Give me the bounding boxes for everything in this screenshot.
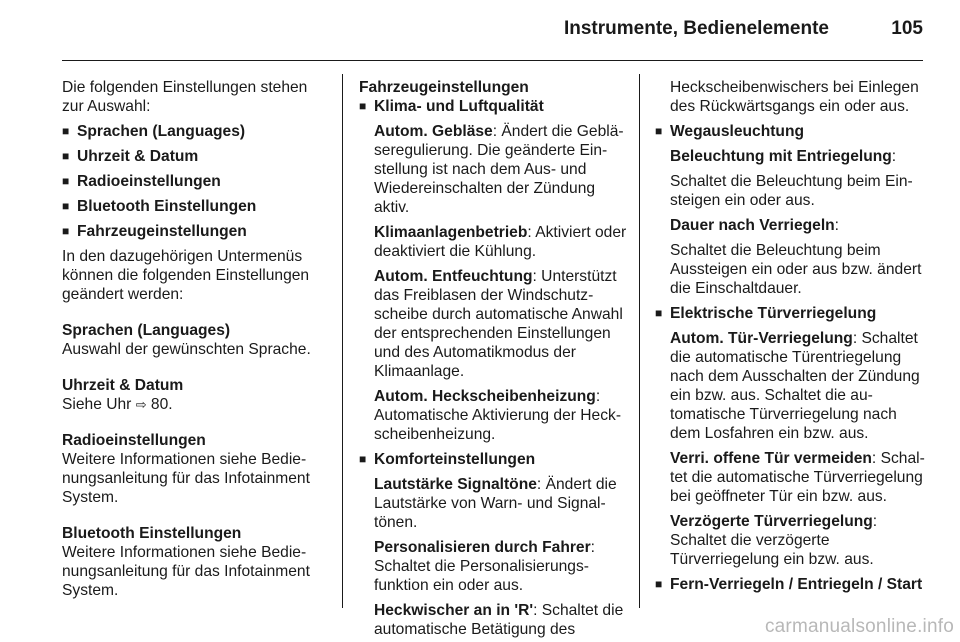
- desc-unlock-light: Schaltet die Beleuchtung beim Einsteigen ein oder aus.: [670, 173, 913, 209]
- column-2: [359, 78, 627, 639]
- bullet-languages: ■ Sprachen (Languages): [62, 122, 324, 141]
- page-header: [0, 18, 923, 50]
- term-unlock-light: Beleuchtung mit Entriegelung: [670, 148, 892, 165]
- page-number: 105: [891, 18, 923, 39]
- desc-personalize: : Schaltet die Personalisierungsfunktion ein oder aus.: [374, 539, 596, 594]
- section-title-vehicle-settings: Fahrzeugeinstellungen: [359, 79, 529, 96]
- desc-delayed-lock: : Schaltet die verzögerte Türverriegelung ein bzw. aus.: [670, 513, 878, 568]
- item-rear-wiper: [359, 601, 627, 639]
- colon: :: [834, 217, 840, 234]
- section-text-radio: Weitere Informationen siehe Bedienungsanleitung für das Infotainment System.: [62, 451, 310, 506]
- column-1: [62, 78, 324, 600]
- section-title-bluetooth: Bluetooth Einstellungen: [62, 525, 242, 542]
- bullet-path-lighting: ■ Wegausleuchtung: [655, 122, 925, 141]
- desc-auto-lock: : Schaltet die automatische Türentriegelung nach dem Ausschalten der Zündung ein bzw. aus. Schaltet die automatische Türverriegelung nach dem Losfahren ein bzw. aus.: [670, 330, 920, 442]
- bullet-radio: ■ Radioeinstellungen: [62, 172, 324, 191]
- bullet-comfort: ■ Komforteinstellungen: [359, 450, 627, 469]
- term-auto-lock: Autom. Tür-Verriegelung: [670, 330, 853, 347]
- section-title-languages: Sprachen (Languages): [62, 322, 231, 339]
- column-3: [655, 78, 925, 594]
- desc-rear-wiper-cont: Heckscheibenwischers bei Einlegen des Rückwärtsgangs ein oder aus.: [670, 79, 919, 115]
- submenu-text: In den dazugehörigen Untermenüs können die folgenden Einstellungen geändert werden:: [62, 248, 310, 303]
- desc-auto-fan: : Ändert die Gebläseregulierung. Die geänderte Einstellung ist nach dem Aus- und Wiedereinschalten der Zündung aktiv.: [374, 123, 624, 216]
- term-prevent-lock: Verri. offene Tür vermeiden: [670, 450, 872, 467]
- desc-duration: Schaltet die Beleuchtung beim Aussteigen ein oder aus bzw. ändert die Einschaltdauer.: [670, 242, 922, 297]
- item-auto-fan: [359, 122, 627, 217]
- desc-auto-defog: : Unterstützt das Freiblasen der Windschutzscheibe durch automatische Anwahl der entsprechenden Einstellungen und des Automatikmodus der Klimaanlage.: [374, 268, 623, 380]
- item-auto-lock: [655, 329, 925, 443]
- header-rule: [62, 60, 923, 61]
- item-prevent-lock: [655, 449, 925, 506]
- term-personalize: Personalisieren durch Fahrer: [374, 539, 591, 556]
- clock-page-ref: 80.: [146, 396, 173, 413]
- clock-text: Siehe Uhr: [62, 396, 136, 413]
- item-delayed-lock: [655, 512, 925, 569]
- section-title-radio: Radioeinstellungen: [62, 432, 206, 449]
- term-auto-fan: Autom. Gebläse: [374, 123, 493, 140]
- item-rear-heat: [359, 387, 627, 444]
- item-duration: [655, 216, 925, 235]
- section-text-bluetooth: Weitere Informationen siehe Bedienungsanleitung für das Infotainment System.: [62, 544, 310, 599]
- watermark: carmanualsonline.info: [764, 616, 954, 637]
- item-unlock-light: [655, 147, 925, 166]
- bullet-door-locks: ■ Elektrische Türverriegelung: [655, 304, 925, 323]
- bullet-climate: ■ Klima- und Luftqualität: [359, 97, 627, 116]
- term-rear-wiper: Heckwischer an in 'R': [374, 602, 534, 619]
- bullet-remote: ■ Fern-Verriegeln / Entriegeln / Start: [655, 575, 925, 594]
- section-text-languages: Auswahl der gewünschten Sprache.: [62, 341, 311, 358]
- section-text-clock: [62, 395, 324, 414]
- page-title: Instrumente, Bedienelemente: [563, 18, 829, 39]
- bullet-clock: ■ Uhrzeit & Datum: [62, 147, 324, 166]
- colon: :: [891, 148, 897, 165]
- desc-chime-volume: : Ändert die Lautstärke von Warn- und Signaltönen.: [374, 476, 617, 531]
- item-personalize: [359, 538, 627, 595]
- desc-ac-mode: : Aktiviert oder deaktiviert die Kühlung.: [374, 224, 627, 260]
- term-rear-heat: Autom. Heckscheibenheizung: [374, 388, 596, 405]
- term-chime-volume: Lautstärke Signaltöne: [374, 476, 537, 493]
- bullet-vehicle: ■ Fahrzeugeinstellungen: [62, 222, 324, 241]
- item-chime-volume: [359, 475, 627, 532]
- section-title-clock: Uhrzeit & Datum: [62, 377, 184, 394]
- page-reference-arrow-icon: ⇨: [135, 397, 147, 412]
- term-auto-defog: Autom. Entfeuchtung: [374, 268, 533, 285]
- item-ac-mode: [359, 223, 627, 261]
- desc-rear-wiper: : Schaltet die automatische Betätigung des: [374, 602, 624, 638]
- item-auto-defog: [359, 267, 627, 381]
- intro-text: Die folgenden Einstellungen stehen zur Auswahl:: [62, 79, 308, 115]
- term-delayed-lock: Verzögerte Türverriegelung: [670, 513, 873, 530]
- bullet-bluetooth: ■ Bluetooth Einstellungen: [62, 197, 324, 216]
- term-ac-mode: Klimaanlagenbetrieb: [374, 224, 528, 241]
- desc-prevent-lock: : Schaltet die automatische Türverriegelung bei geöffneter Tür ein bzw. aus.: [670, 450, 925, 505]
- column-divider-2: [639, 74, 640, 608]
- column-divider-1: [342, 74, 343, 608]
- desc-rear-heat: : Automatische Aktivierung der Heckscheibenheizung.: [374, 388, 622, 443]
- term-duration: Dauer nach Verriegeln: [670, 217, 835, 234]
